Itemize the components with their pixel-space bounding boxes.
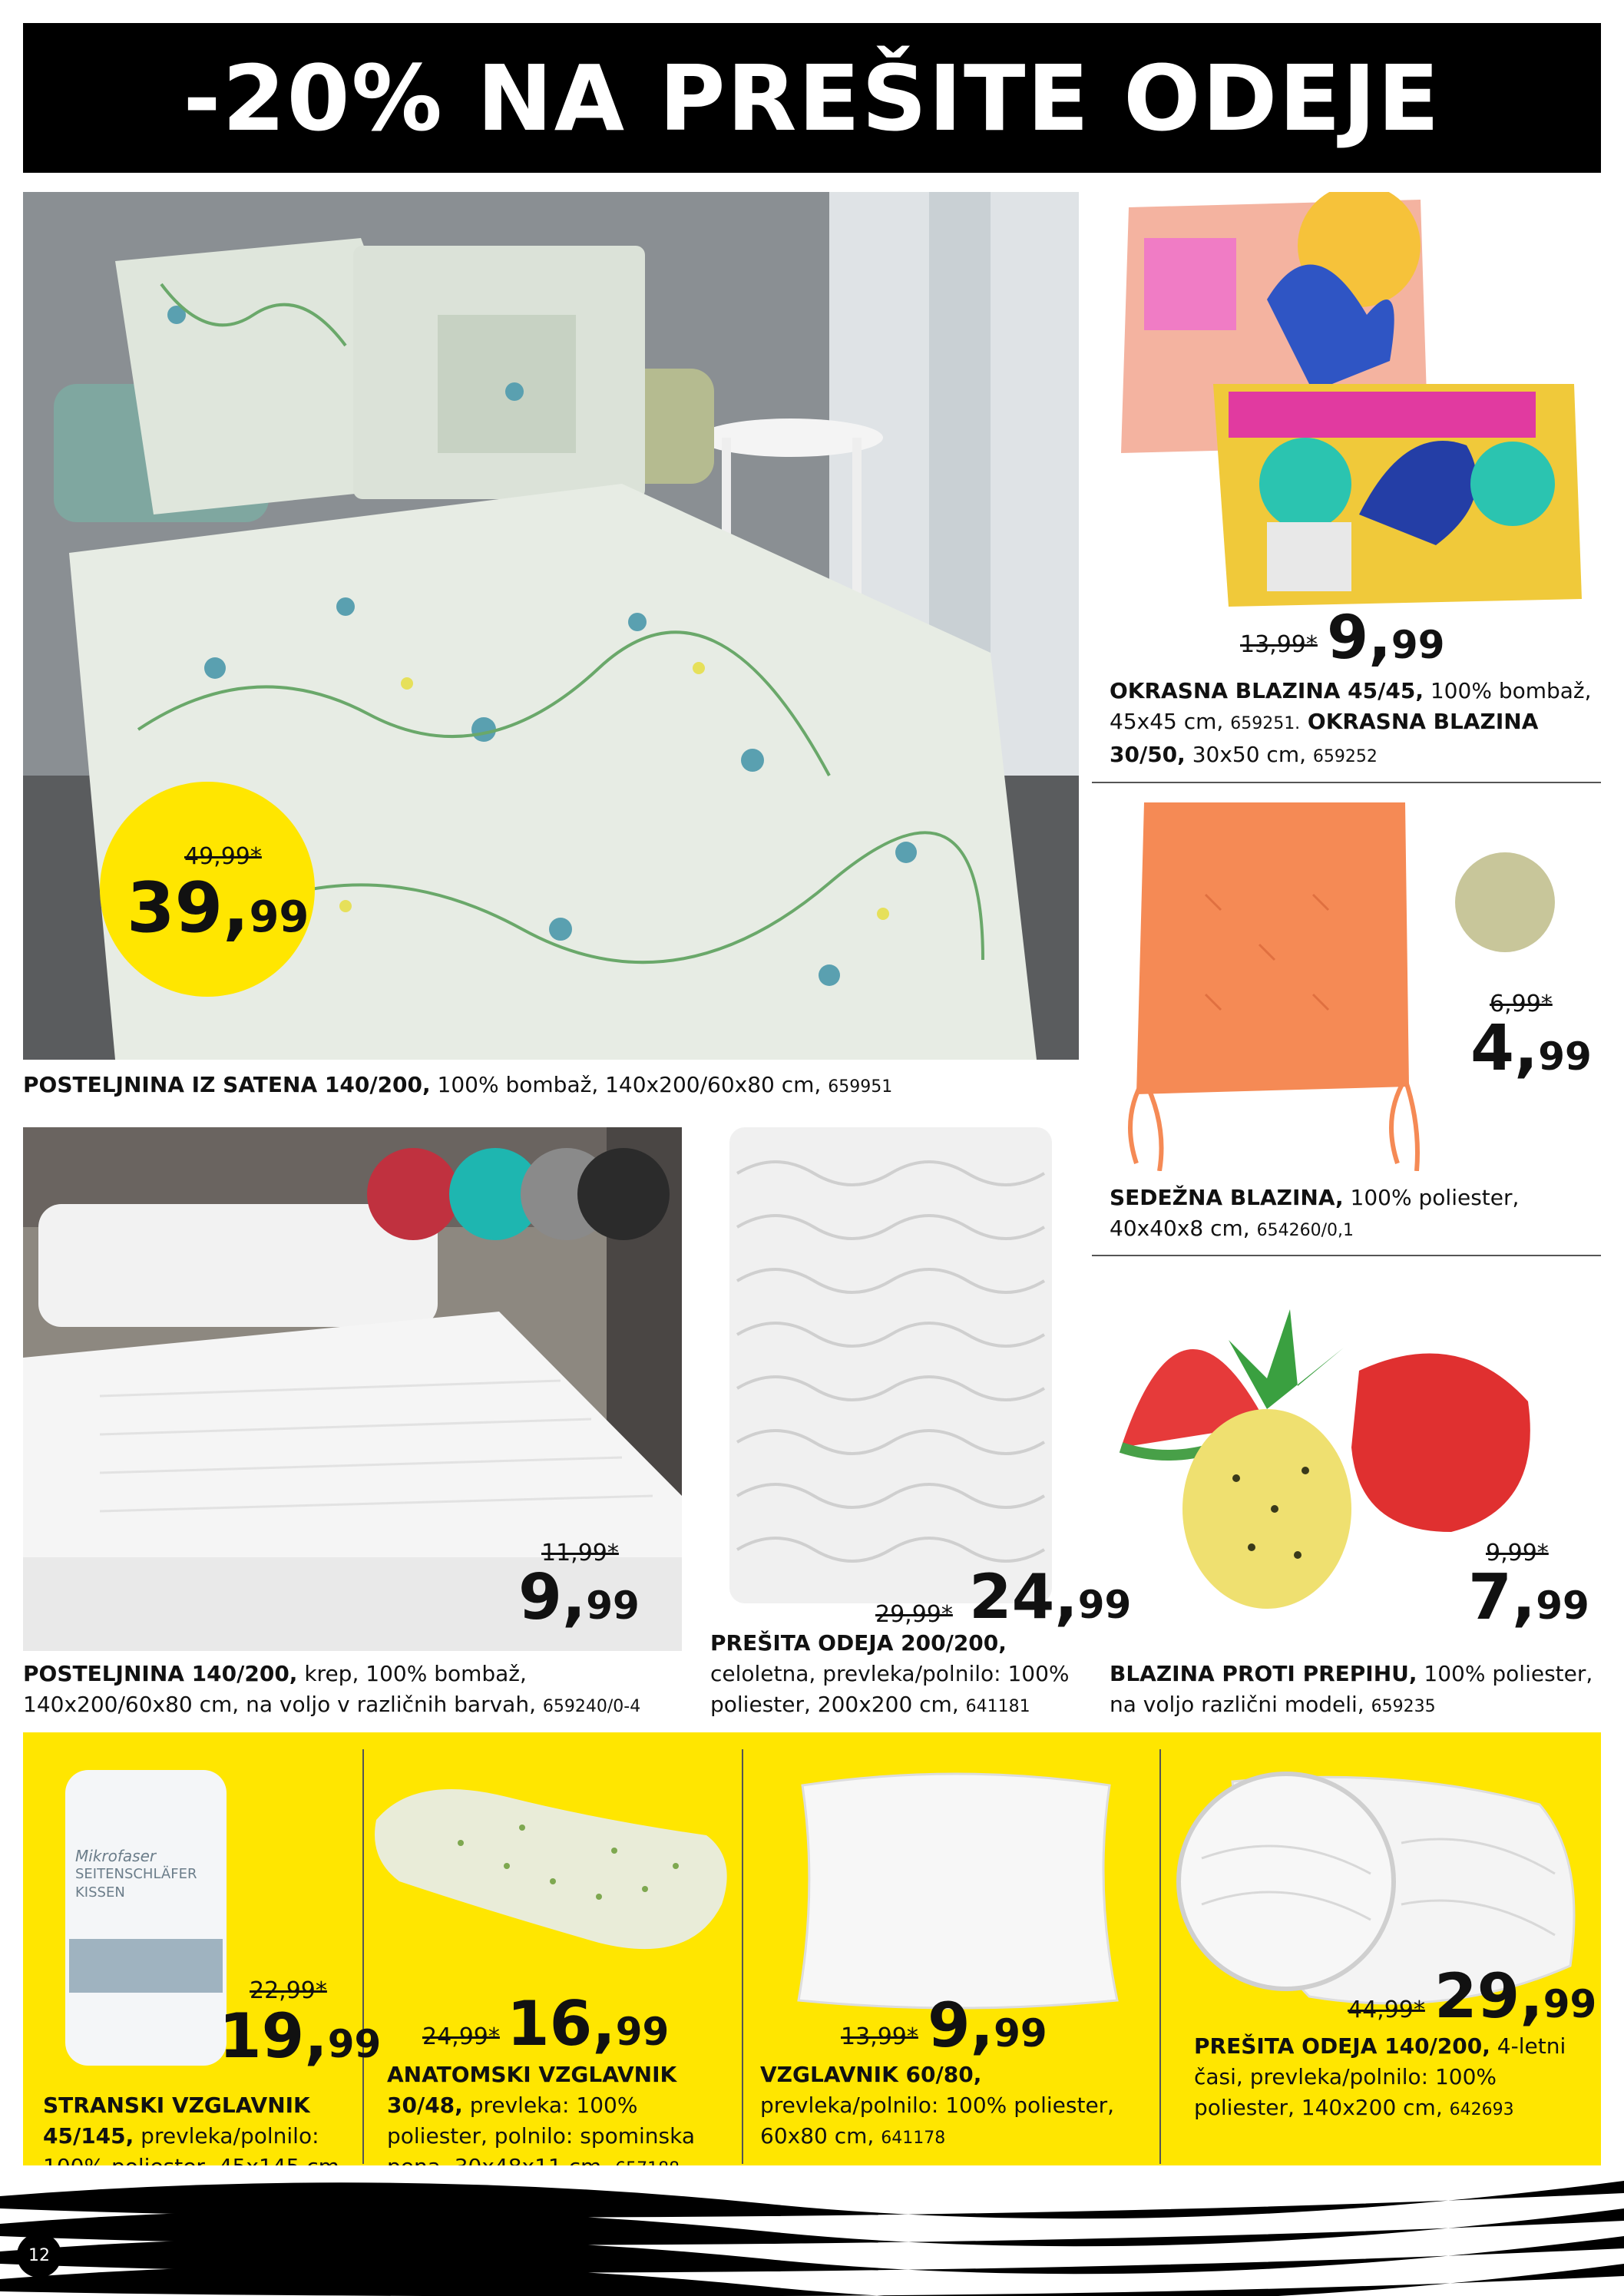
new-price (928, 1990, 1047, 2061)
packaging-text (75, 1847, 221, 1902)
price-integer: 39, (127, 868, 250, 948)
product-name: POSTELJNINA 140/200, (23, 1661, 298, 1686)
product-code: 659240/0-4 (542, 1697, 641, 1716)
anatomic-pillow-image (369, 1774, 737, 1973)
product-description (1110, 676, 1601, 773)
decorative-cushions-image (1113, 192, 1589, 607)
product-details: 4-letni časi, prevleka/polnilo: 100% poliester, 140x200 cm, (1194, 2033, 1566, 2120)
old-price: 29,99* (875, 1601, 953, 1628)
price-integer: 29, (1434, 1960, 1543, 2032)
product-name: OKRASNA BLAZINA 45/45, (1110, 678, 1424, 703)
product-code: 641181 (965, 1697, 1030, 1716)
product-details: 100% poliester, na voljo različni modeli, (1110, 1661, 1593, 1717)
promo-banner (23, 23, 1601, 173)
price-decimal: 99 (1536, 1583, 1589, 1628)
old-price: 49,99* (184, 843, 262, 870)
old-price: 22,99* (250, 1977, 327, 2004)
old-price: 24,99* (422, 2023, 500, 2050)
price-integer: 9, (928, 1990, 994, 2061)
product-description (1194, 2031, 1593, 2126)
price-integer: 19, (219, 2000, 328, 2072)
old-price: 44,99* (1348, 1997, 1425, 2023)
new-price (969, 1561, 1132, 1633)
page-number: 12 (17, 2233, 61, 2278)
product-name: VZGLAVNIK 60/80, (760, 2062, 982, 2087)
product-name: SEDEŽNA BLAZINA, (1110, 1185, 1344, 1210)
zebra-wave-decoration (0, 2165, 1624, 2296)
product-code: 659235 (1371, 1697, 1436, 1716)
price-integer: 7, (1468, 1561, 1536, 1634)
new-price (1470, 1012, 1592, 1085)
product-description (23, 1659, 676, 1722)
product-name: ANATOMSKI VZGLAVNIK 30/48, (387, 2062, 677, 2118)
quilted-duvet-image (729, 1127, 1052, 1603)
old-price: 9,99* (1486, 1540, 1549, 1567)
divider (1092, 782, 1601, 783)
packaging-line-1: Mikrofaser (75, 1847, 157, 1865)
product-description (23, 1070, 1075, 1103)
product-description (760, 2059, 1156, 2154)
old-price: 11,99* (541, 1540, 619, 1567)
product-description (1110, 1659, 1601, 1722)
price-integer: 4, (1470, 1012, 1539, 1085)
price-badge-yellow (100, 782, 315, 997)
product-name: PREŠITA ODEJA 140/200, (1194, 2033, 1490, 2059)
product-description (710, 1628, 1087, 1722)
product-details: prevleka/polnilo: (141, 2123, 319, 2149)
divider (1092, 1255, 1601, 1256)
new-price (1327, 604, 1445, 673)
product-details: 100% poliester, 40x40x8 cm, (1110, 1185, 1520, 1241)
product-code-2: 659252 (1312, 747, 1378, 766)
price-decimal: 99 (994, 2011, 1047, 2056)
price-decimal: 99 (1538, 1034, 1592, 1079)
column-divider (1159, 1749, 1161, 2164)
product-description (1110, 1183, 1586, 1246)
product-name-2: OKRASNA BLAZINA 30/50, (1110, 709, 1539, 767)
product-name: POSTELJNINA IZ SATENA 140/200, (23, 1072, 431, 1097)
banner-title: -20% NA PREŠITE ODEJE (183, 45, 1441, 151)
product-details: celoletna, prevleka/polnilo: 100% poliester, 200x200 cm, (710, 1661, 1070, 1717)
old-price: 13,99* (841, 2023, 918, 2050)
product-name: STRANSKI VZGLAVNIK 45/145, (43, 2093, 310, 2149)
new-price (127, 868, 309, 948)
product-details-2: 30x50 cm, (1185, 742, 1313, 767)
old-price: 13,99* (1240, 631, 1318, 658)
product-details: 100% bombaž, 140x200/60x80 cm, (430, 1072, 829, 1097)
product-code: 659251. (1230, 714, 1301, 733)
column-divider (362, 1749, 364, 2164)
new-price (219, 2000, 382, 2072)
product-code: 642693 (1449, 2100, 1514, 2119)
new-price (1434, 1960, 1597, 2032)
color-swatch-red (367, 1148, 459, 1240)
product-name: PREŠITA ODEJA 200/200, (710, 1630, 1007, 1656)
packaging-line-2: SEITENSCHLÄFER (75, 1866, 197, 1882)
price-decimal: 99 (1077, 1583, 1132, 1627)
price-decimal: 99 (586, 1583, 640, 1628)
price-integer: 16, (507, 1988, 616, 2059)
seat-cushion-image (1113, 795, 1421, 1171)
color-swatch-black (577, 1148, 670, 1240)
product-code: 654260/0,1 (1256, 1221, 1354, 1240)
old-price: 6,99* (1490, 991, 1553, 1017)
new-price (507, 1988, 670, 2059)
product-code: 659951 (828, 1077, 893, 1097)
product-details: 100% bombaž, 45x45 cm, (1110, 678, 1592, 734)
packaging-line-3: KISSEN (75, 1884, 125, 1901)
price-integer: 24, (969, 1561, 1078, 1633)
price-integer: 9, (1327, 604, 1391, 673)
product-name: BLAZINA PROTI PREPIHU, (1110, 1661, 1417, 1686)
price-decimal: 99 (1391, 623, 1445, 667)
new-price (1468, 1561, 1589, 1634)
price-integer: 9, (518, 1561, 587, 1634)
color-swatch-olive (1455, 852, 1555, 952)
pillow-image (787, 1762, 1125, 2016)
new-price (518, 1561, 640, 1634)
product-details: prevleka: 100% poliester, polnilo: spominska (387, 2093, 696, 2149)
side-pillow-image (61, 1762, 230, 2069)
price-decimal: 99 (1543, 1982, 1597, 2026)
column-divider (742, 1749, 743, 2164)
product-code: 641178 (881, 2129, 946, 2148)
price-decimal: 99 (249, 892, 309, 942)
price-decimal: 99 (327, 2022, 382, 2066)
product-details: prevleka/polnilo: 100% poliester, 60x80 cm, (760, 2093, 1115, 2149)
price-decimal: 99 (615, 2010, 670, 2054)
product-details: krep, 100% bombaž, 140x200/60x80 cm, na voljo v različnih barvah, (23, 1661, 543, 1717)
